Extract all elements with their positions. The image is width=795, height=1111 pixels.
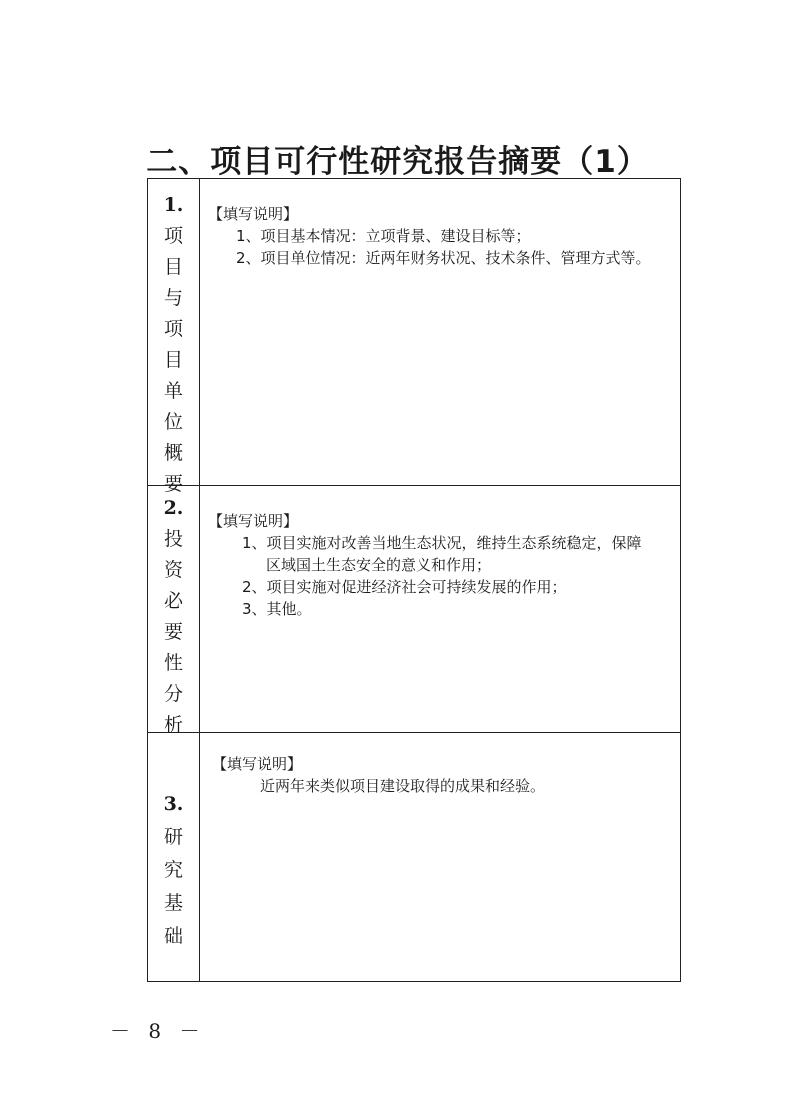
label-char: 资 xyxy=(163,559,183,581)
label-char: 必 xyxy=(163,590,183,612)
summary-table xyxy=(147,178,681,982)
label-char: 单 xyxy=(163,380,183,402)
label-char: 析 xyxy=(163,714,183,736)
label-char: 础 xyxy=(163,925,183,947)
section-label xyxy=(148,486,200,736)
note-line: 2、项目单位情况：近两年财务状况、技术条件、管理方式等。 xyxy=(236,249,651,267)
note-heading: 【填写说明】 xyxy=(208,205,299,223)
section-content[interactable] xyxy=(200,486,680,732)
note-line: 1、项目实施对改善当地生态状况，维持生态系统稳定，保障 xyxy=(242,534,642,552)
label-char: 投 xyxy=(163,528,183,550)
label-char: 项 xyxy=(163,318,183,340)
page-title: 二、项目可行性研究报告摘要（1） xyxy=(146,144,649,180)
label-char: 性 xyxy=(163,652,183,674)
note-line: 1、项目基本情况：立项背景、建设目标等； xyxy=(236,227,531,245)
section-content[interactable] xyxy=(200,179,680,485)
label-char: 要 xyxy=(163,473,183,495)
label-char: 概 xyxy=(163,442,183,464)
note-heading: 【填写说明】 xyxy=(212,755,303,773)
label-char: 目 xyxy=(163,256,183,278)
page-number: － 8 － xyxy=(110,1019,206,1043)
label-char: 基 xyxy=(163,892,183,914)
label-char: 研 xyxy=(163,826,183,848)
note-line: 近两年来类似项目建设取得的成果和经验。 xyxy=(260,777,546,795)
label-char: 分 xyxy=(163,683,183,705)
section-number: 1. xyxy=(163,194,184,216)
section-number: 2. xyxy=(163,497,184,519)
label-char: 项 xyxy=(163,225,183,247)
label-char: 要 xyxy=(163,621,183,643)
label-char: 与 xyxy=(163,287,183,309)
section-content[interactable] xyxy=(200,733,680,981)
section-research-foundation xyxy=(148,733,680,981)
section-label xyxy=(148,179,200,495)
label-char: 目 xyxy=(163,349,183,371)
section-investment-necessity xyxy=(148,486,680,736)
section-label xyxy=(148,733,200,981)
note-line: 3、其他。 xyxy=(242,600,312,618)
label-char: 究 xyxy=(163,859,183,881)
section-project-overview xyxy=(148,179,680,495)
note-line: 2、项目实施对促进经济社会可持续发展的作用； xyxy=(242,578,567,596)
section-number: 3. xyxy=(163,793,184,815)
label-char: 位 xyxy=(163,411,183,433)
note-line: 区域国土生态安全的意义和作用； xyxy=(266,556,492,574)
note-heading: 【填写说明】 xyxy=(208,512,299,530)
